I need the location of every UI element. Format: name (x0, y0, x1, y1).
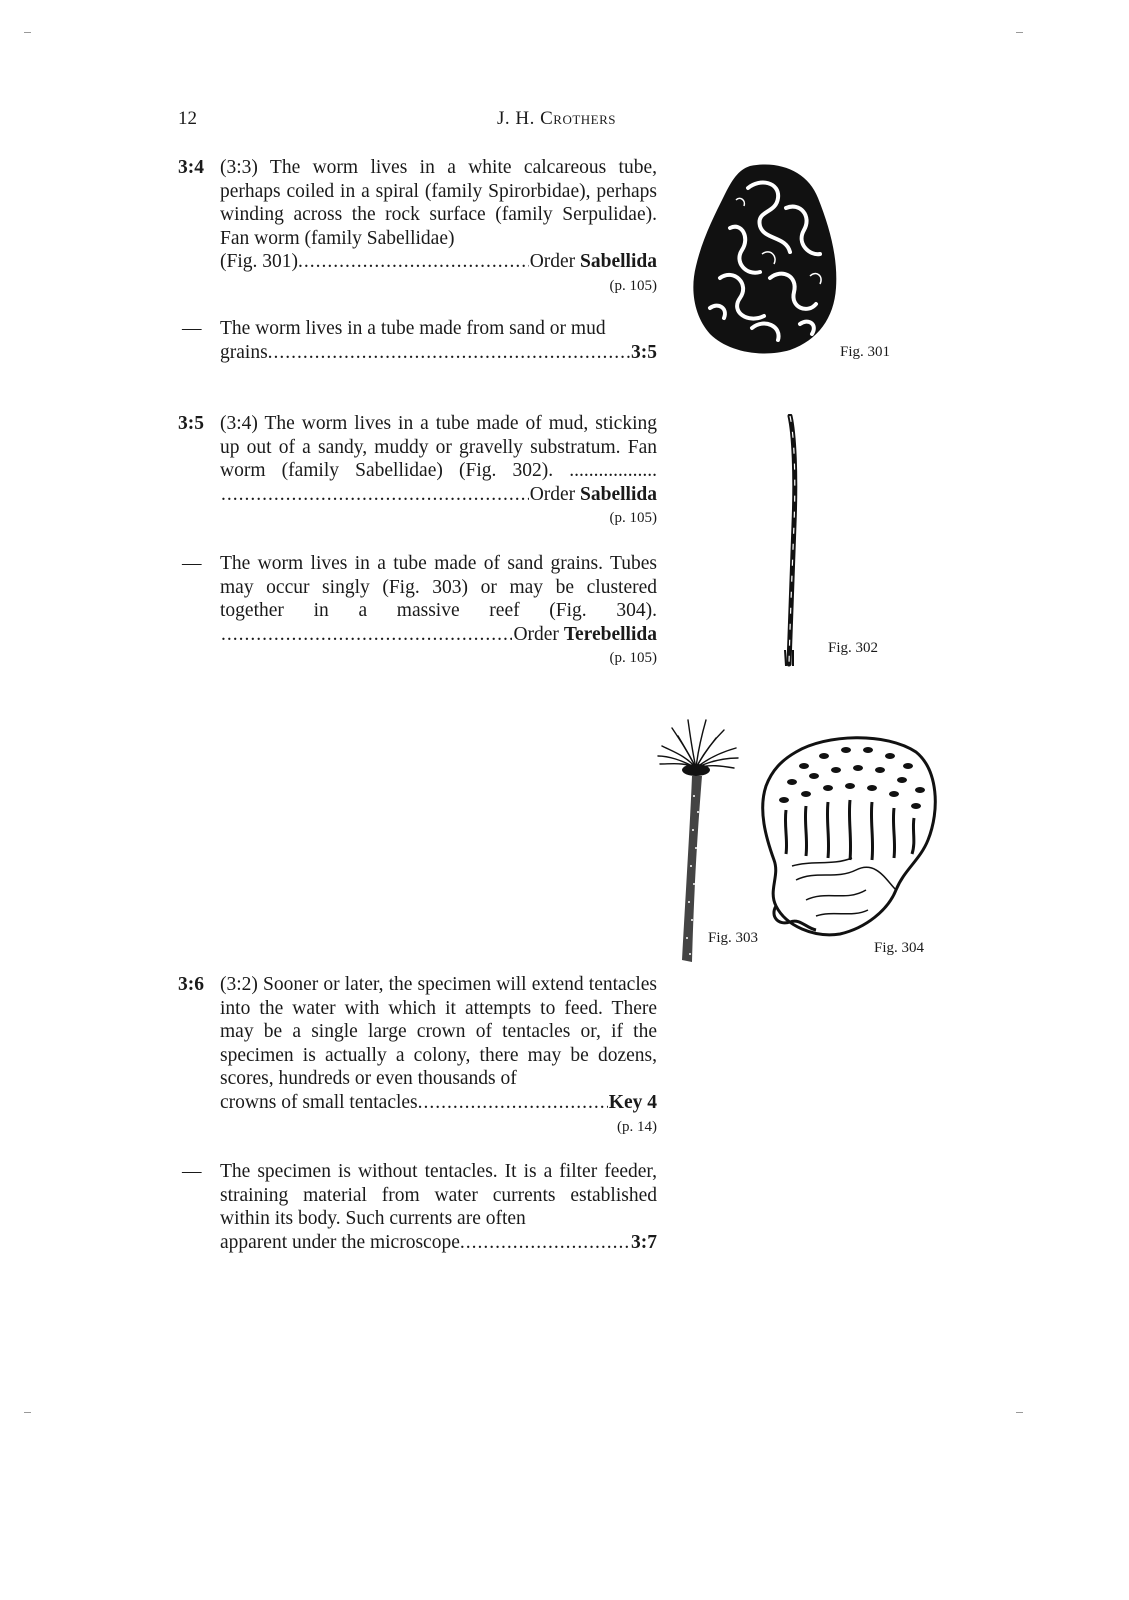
couplet-last-words: crowns of small tentacles. (220, 1091, 423, 1113)
leader-dots (424, 1091, 608, 1115)
leader-dots (221, 623, 512, 647)
couplet-target: 3:5 (631, 341, 657, 363)
couplet-last-words: (Fig. 301). (220, 251, 303, 273)
couplet-target: 3:7 (631, 1231, 657, 1253)
couplet-dash: — (182, 318, 202, 339)
couplet-text: (3:2) Sooner or later, the specimen will extend tentacles into the water with which it attempts to feed. There may be a single large crown of tentacles or, if the specimen is actually a colony, there may be dozens, scores, hundreds or even thousands of (220, 974, 657, 1090)
order-word: Order (529, 483, 581, 505)
page-reference: (p. 14) (617, 1118, 657, 1135)
couplet-number: 3:6 (178, 974, 204, 995)
mud-tube-icon (776, 414, 806, 668)
target-taxon: Sabellida (580, 251, 657, 273)
page-reference: (p. 105) (609, 650, 657, 667)
page-number: 12 (178, 108, 197, 129)
key-couplet-alternative (178, 552, 658, 670)
crop-mark (24, 32, 31, 33)
couplet-lead-line (220, 483, 657, 507)
leader-dots (274, 341, 630, 365)
couplet-target (530, 483, 657, 507)
sand-reef-icon (756, 730, 940, 940)
leader-dots (221, 483, 529, 507)
order-word: Order (513, 623, 564, 645)
couplet-target (530, 250, 657, 274)
couplet-text: The worm lives in a tube made from sand or mud (220, 318, 606, 339)
couplet-number: 3:4 (178, 157, 204, 178)
couplet-lead-line (220, 1231, 657, 1255)
couplet-last-words: apparent under the microscope. (220, 1231, 465, 1253)
couplet-lead-line (220, 623, 657, 647)
leader-dots (304, 250, 529, 274)
running-head-author-smallcaps: rothers (553, 108, 617, 129)
target-taxon: Terebellida (563, 623, 657, 645)
couplet-target: Key 4 (608, 1091, 657, 1113)
leader-dots (466, 1231, 630, 1255)
key-couplet-3-5 (178, 412, 658, 530)
crop-mark (24, 1412, 31, 1413)
key-couplet-alternative (178, 317, 658, 364)
key-couplet-3-4 (178, 156, 658, 298)
couplet-dash: — (182, 1161, 202, 1182)
figure-label: Fig. 304 (874, 940, 925, 956)
running-head (497, 108, 616, 130)
figure-label: Fig. 302 (828, 640, 879, 656)
couplet-last-words: grains. (220, 341, 273, 363)
running-head-author: J. H. C (497, 108, 554, 129)
couplet-text: (3:3) The worm lives in a white calcareous tube, perhaps coiled in a spiral (family Spirorbidae), perhaps winding across the rock surface (family Serpulidae). Fan worm (family Sabellidae) (220, 157, 657, 249)
sand-tube-worm-icon (656, 716, 740, 964)
couplet-target (513, 623, 657, 647)
couplet-lead-line (220, 250, 657, 274)
couplet-lead-line (220, 341, 657, 365)
figure-label: Fig. 301 (840, 344, 891, 360)
couplet-text: (3:4) The worm lives in a tube made of mud, sticking up out of a sandy, muddy or gravelly substratum. Fan worm (family Sabellidae) (Fig. 302). .................. (220, 413, 657, 482)
calcareous-tube-rock-icon (690, 158, 840, 358)
couplet-dash: — (182, 553, 202, 574)
crop-mark (1016, 1412, 1023, 1413)
order-word: Order (529, 251, 581, 273)
couplet-text: The specimen is without tentacles. It is a filter feeder, straining material from water currents established within its body. Such currents are often (220, 1161, 657, 1230)
target-taxon: Sabellida (580, 483, 657, 505)
page-reference: (p. 105) (609, 277, 657, 294)
crop-mark (1016, 32, 1023, 33)
couplet-text: The worm lives in a tube made of sand grains. Tubes may occur singly (Fig. 303) or may be clustered together in a massive reef (Fig. 304). (220, 553, 657, 622)
couplet-number: 3:5 (178, 413, 204, 434)
figure-label: Fig. 303 (708, 930, 759, 946)
key-couplet-3-6 (178, 973, 658, 1139)
couplet-lead-line (220, 1091, 657, 1115)
page-reference: (p. 105) (609, 510, 657, 527)
key-couplet-alternative (178, 1160, 658, 1254)
